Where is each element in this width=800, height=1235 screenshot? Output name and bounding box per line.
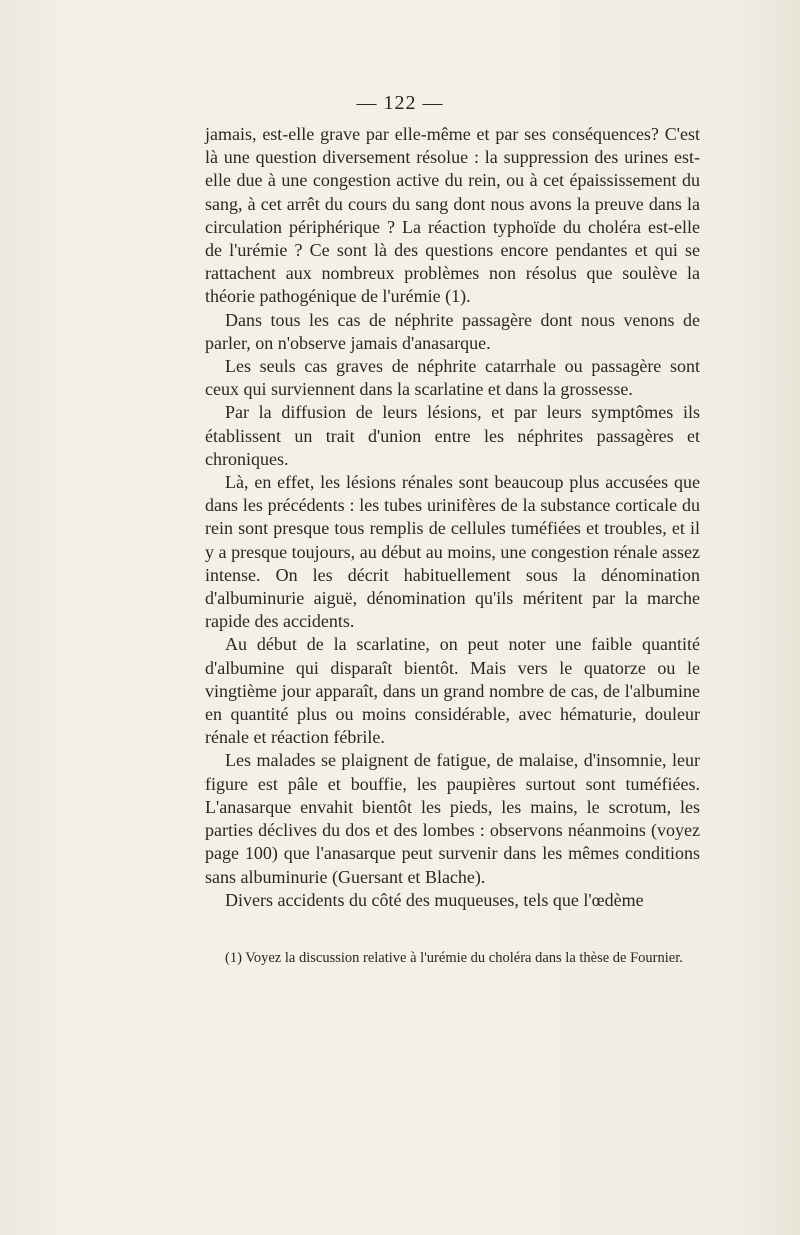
paragraph-3: Les seuls cas graves de néphrite catarrhale ou passagère sont ceux qui surviennent dans la scarlatine et dans la grossesse. (205, 356, 700, 400)
footnote-text: (1) Voyez la discussion relative à l'urémie du choléra dans la thèse de Fournier. (225, 950, 683, 966)
paragraph-6: Au début de la scarlatine, on peut noter une faible quantité d'albumine qui disparaît bientôt. Mais vers le quatorze ou le vingtième jour apparaît, dans un grand nombre de cas, de l'albumine en quantité plus ou moins considérable, avec hématurie, douleur rénale et réaction fébrile. (205, 634, 700, 748)
page-number: — 122 — (356, 92, 444, 114)
paragraph-4: Par la diffusion de leurs lésions, et par leurs symptômes ils établissent un trait d'union entre les néphrites passagères et chroniques. (205, 402, 700, 469)
paragraph-8: Divers accidents du côté des muqueuses, tels que l'œdème (225, 889, 644, 910)
body-text (205, 123, 700, 912)
paragraph-2: Dans tous les cas de néphrite passagère dont nous venons de parler, on n'observe jamais d'anasarque. (205, 309, 700, 353)
footnote (205, 947, 700, 969)
paragraph-7: Les malades se plaignent de fatigue, de malaise, d'insomnie, leur figure est pâle et bouffie, les paupières surtout sont tuméfiées. L'anasarque envahit bientôt les pieds, les mains, le scrotum, les parties déclives du dos et des lombes : observons néanmoins (voyez page 100) que l'anasarque peut survenir dans les mêmes conditions sans albuminurie (Guersant et Blache). (205, 750, 700, 887)
paragraph-1: jamais, est-elle grave par elle-même et par ses conséquences? C'est là une question diversement résolue : la suppression des urines est-elle due à une congestion active du rein, ou à cet épaississement du sang, à cet arrêt du cours du sang dont nous avons la preuve dans la circulation périphérique ? La réaction typhoïde du choléra est-elle de l'urémie ? Ce sont là des questions encore pendantes et qui se rattachent aux nombreux problèmes non résolus que soulève la théorie pathogénique de l'urémie (1). (205, 124, 700, 307)
paragraph-5: Là, en effet, les lésions rénales sont beaucoup plus accusées que dans les précédents : les tubes urinifères de la substance corticale du rein sont presque tous remplis de cellules tuméfiées et troubles, et il y a presque toujours, au début au moins, une congestion rénale assez intense. On les décrit habituellement sous la dénomination d'albuminurie aiguë, dénomination qu'ils méritent par la marche rapide des accidents. (205, 472, 700, 632)
